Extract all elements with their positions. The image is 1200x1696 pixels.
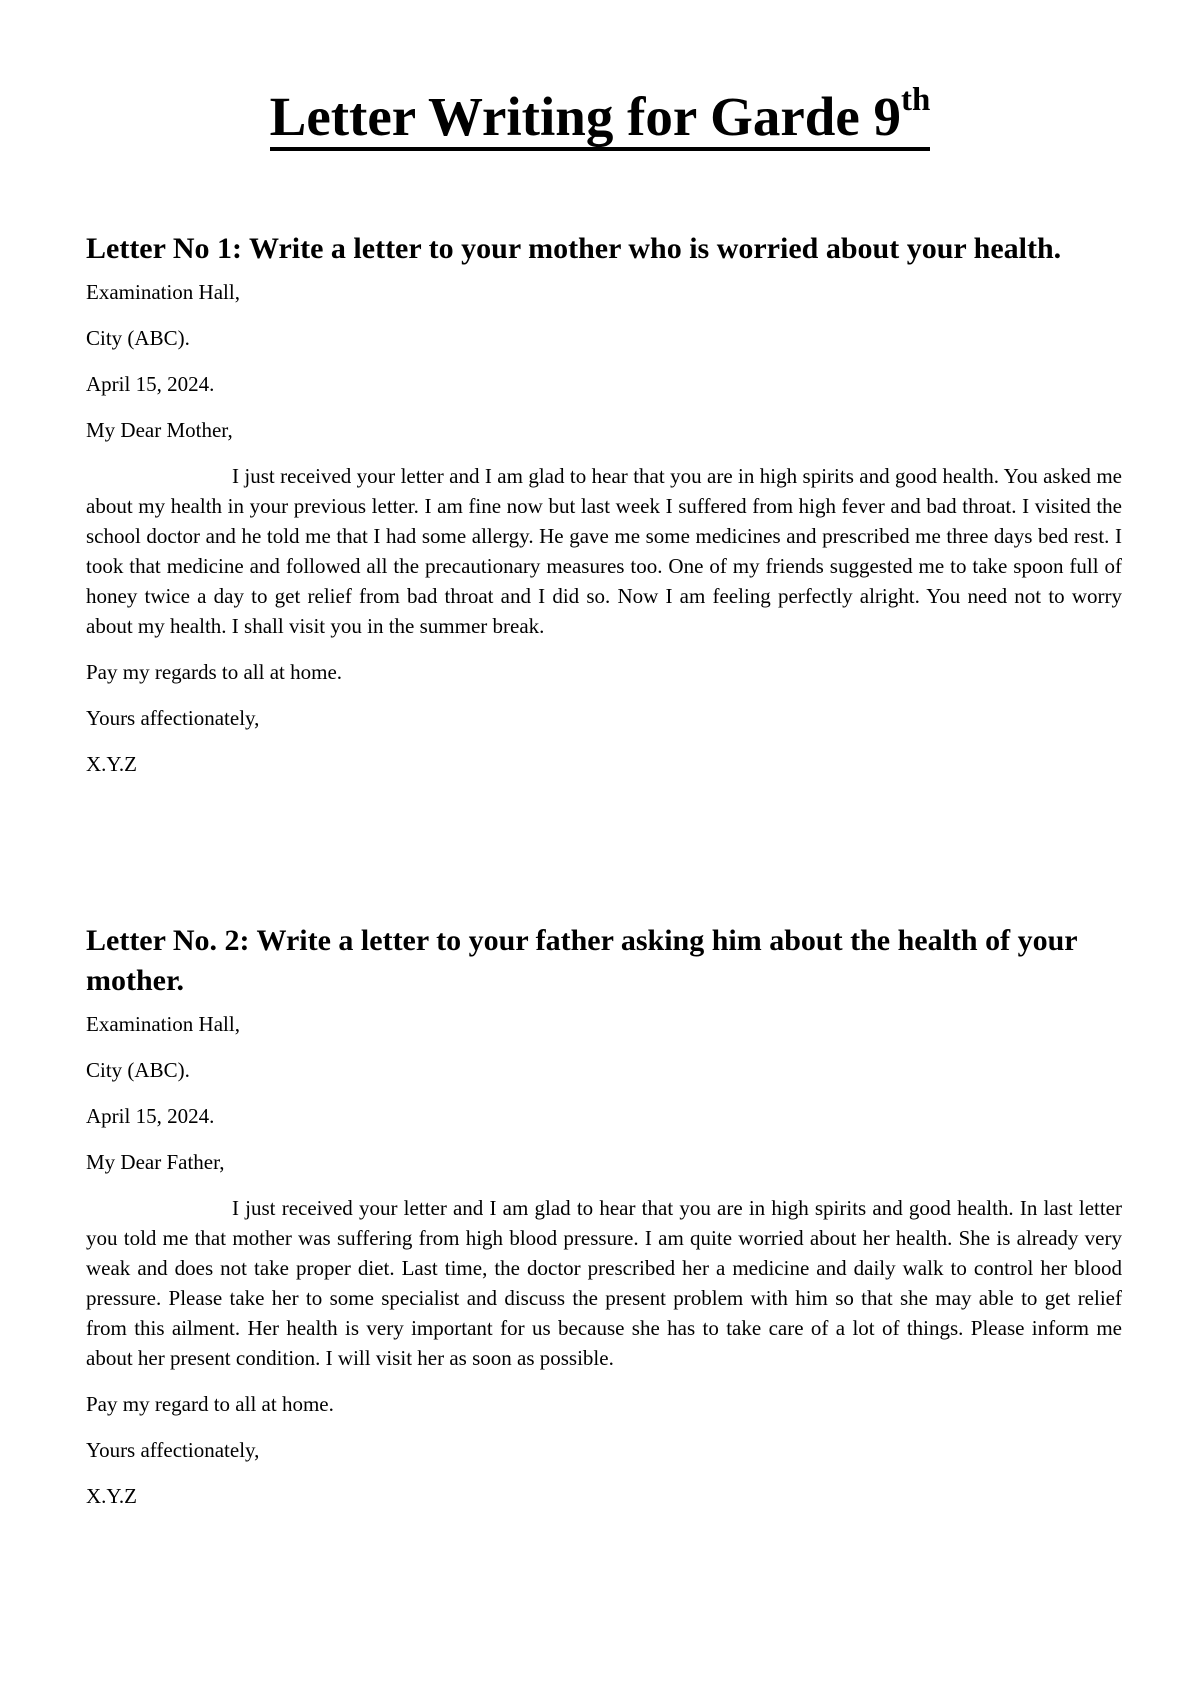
regards-line: Pay my regards to all at home.: [86, 660, 343, 684]
letter-heading: Letter No. 2: Write a letter to your father asking him about the health of your mother.: [86, 924, 1078, 997]
letter-1: [86, 229, 1122, 795]
address-line-2: City (ABC).: [86, 1058, 190, 1082]
address-line-2: City (ABC).: [86, 326, 190, 350]
document-title: [0, 82, 1200, 152]
closing-line: Yours affectionately,: [86, 706, 260, 730]
letter-2: [86, 921, 1122, 1527]
signature: X.Y.Z: [86, 752, 137, 776]
regards-line: Pay my regard to all at home.: [86, 1392, 334, 1416]
address-line-1: Examination Hall,: [86, 1012, 240, 1036]
signature: X.Y.Z: [86, 1484, 137, 1508]
letter-body: I just received your letter and I am glad to hear that you are in high spirits and good health. You asked me about my health in your previous letter. I am fine now but last week I suffered from high fever and bad throat. I visited the school doctor and he told me that I had some allergy. He gave me some medicines and prescribed me three days bed rest. I took that medicine and followed all the precautionary measures too. One of my friends suggested me to take spoon full of honey twice a day to get relief from bad throat and I did so. Now I am feeling perfectly alright. You need not to worry about my health. I shall visit you in the summer break.: [86, 464, 1122, 638]
salutation: My Dear Mother,: [86, 418, 233, 442]
letter-body: I just received your letter and I am glad to hear that you are in high spirits and good health. In last letter you told me that mother was suffering from high blood pressure. I am quite worried about her health. She is already very weak and does not take proper diet. Last time, the doctor prescribed her a medicine and daily walk to control her blood pressure. Please take her to some specialist and discuss the present problem with him so that she may able to get relief from this ailment. Her health is very important for us because she has to take care of a lot of things. Please inform me about her present condition. I will visit her as soon as possible.: [86, 1196, 1122, 1370]
letter-date: April 15, 2024.: [86, 1104, 215, 1128]
closing-line: Yours affectionately,: [86, 1438, 260, 1462]
title-superscript: th: [901, 82, 931, 118]
address-line-1: Examination Hall,: [86, 280, 240, 304]
letter-date: April 15, 2024.: [86, 372, 215, 396]
letter-heading: Letter No 1: Write a letter to your mother who is worried about your health.: [86, 232, 1062, 265]
title-text: Letter Writing for Garde 9: [269, 86, 902, 147]
title-underline: [269, 82, 931, 151]
salutation: My Dear Father,: [86, 1150, 225, 1174]
